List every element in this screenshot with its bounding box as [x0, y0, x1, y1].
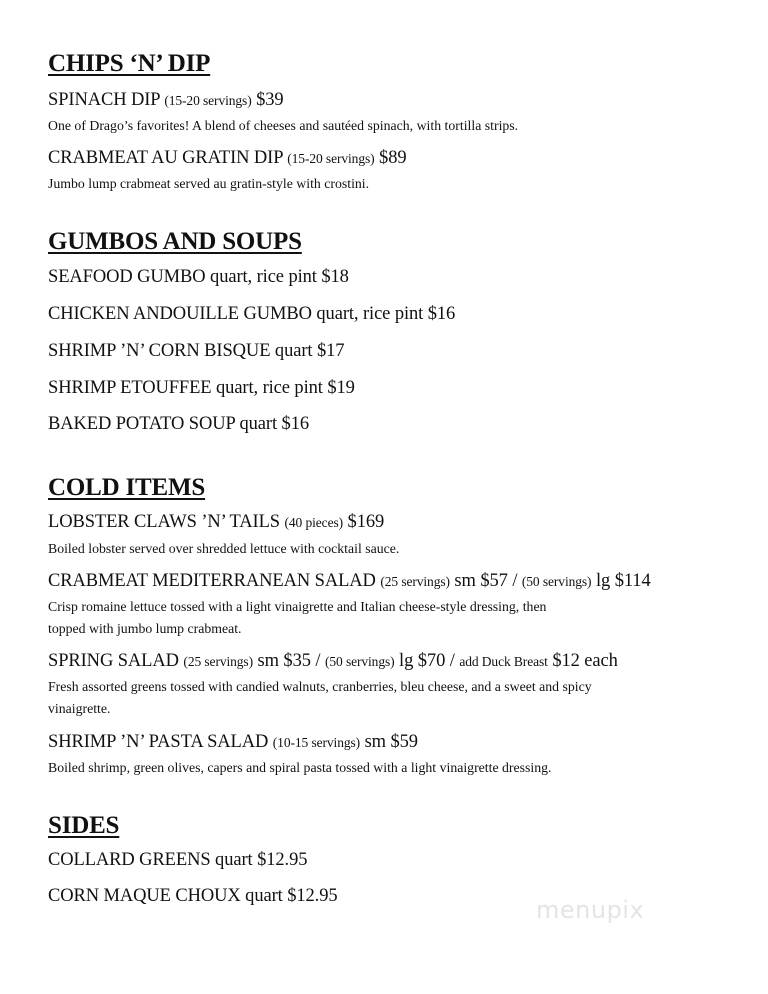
item-price: sm $59	[360, 732, 418, 752]
item-price: lg $114	[591, 571, 651, 591]
item-description: Fresh assorted greens tossed with candied walnuts, cranberries, bleu cheese, and a sweet and spicy	[48, 679, 592, 694]
item-price: lg $70 /	[394, 651, 460, 671]
item-price: sm $57 /	[449, 571, 522, 591]
item-description: Boiled shrimp, green olives, capers and spiral pasta tossed with a light vinaigrette dressing.	[48, 760, 552, 775]
section-heading-sides: SIDES	[48, 812, 120, 839]
item-name: SHRIMP ’N’ PASTA SALAD	[48, 732, 273, 752]
menu-item-corn-maque-choux: CORN MAQUE CHOUX quart $12.95	[48, 886, 338, 906]
item-name: CRABMEAT AU GRATIN DIP	[48, 148, 288, 168]
item-description: One of Drago’s favorites! A blend of cheeses and sautéed spinach, with tortilla strips.	[48, 118, 519, 133]
menu-item-collard-greens: COLLARD GREENS quart $12.95	[48, 850, 308, 870]
menu-item-spring-salad	[48, 651, 618, 672]
item-addon-price: $12 each	[547, 651, 618, 671]
item-servings: (25 servings)	[380, 574, 450, 589]
item-name: SPINACH DIP	[48, 90, 165, 110]
item-servings: (50 servings)	[521, 574, 592, 589]
menu-item-shrimp-corn-bisque: SHRIMP ’N’ CORN BISQUE quart $17	[48, 341, 345, 361]
menu-item-baked-potato-soup: BAKED POTATO SOUP quart $16	[48, 414, 309, 434]
menu-item-shrimp-pasta-salad	[48, 732, 418, 753]
menu-item-chicken-andouille-gumbo: CHICKEN ANDOUILLE GUMBO quart, rice pint $16	[48, 304, 456, 324]
menu-item-lobster-claws	[48, 512, 384, 533]
item-description: topped with jumbo lump crabmeat.	[48, 621, 242, 636]
menu-item-spinach-dip	[48, 90, 284, 111]
section-heading-gumbos: GUMBOS AND SOUPS	[48, 228, 302, 255]
item-servings: (25 servings)	[183, 654, 253, 669]
menu-item-seafood-gumbo: SEAFOOD GUMBO quart, rice pint $18	[48, 267, 349, 287]
item-description: Crisp romaine lettuce tossed with a light vinaigrette and Italian cheese-style dressing, then	[48, 599, 547, 614]
item-price: $169	[343, 512, 385, 532]
item-price: sm $35 /	[252, 651, 325, 671]
section-heading-chips: CHIPS ‘N’ DIP	[48, 50, 211, 77]
item-servings: (50 servings)	[324, 654, 395, 669]
item-price: $39	[251, 90, 284, 110]
menu-item-crabmeat-au-gratin	[48, 148, 407, 169]
menu-item-crabmeat-mediterranean-salad	[48, 571, 651, 592]
item-servings: (40 pieces)	[284, 515, 344, 530]
item-servings: (15-20 servings)	[164, 93, 252, 108]
item-price: $89	[374, 148, 407, 168]
item-addon: add Duck Breast	[459, 654, 548, 669]
section-heading-cold-items: COLD ITEMS	[48, 474, 206, 501]
item-servings: (10-15 servings)	[272, 735, 361, 750]
item-name: LOBSTER CLAWS ’N’ TAILS	[48, 512, 285, 532]
item-servings: (15-20 servings)	[287, 151, 375, 166]
item-description: Jumbo lump crabmeat served au gratin-style with crostini.	[48, 176, 370, 191]
item-description: Boiled lobster served over shredded lettuce with cocktail sauce.	[48, 541, 400, 556]
watermark-logo: menupix	[536, 896, 645, 924]
item-description: vinaigrette.	[48, 701, 111, 716]
menu-item-shrimp-etouffee: SHRIMP ETOUFFEE quart, rice pint $19	[48, 378, 355, 398]
item-name: CRABMEAT MEDITERRANEAN SALAD	[48, 571, 381, 591]
item-name: SPRING SALAD	[48, 651, 184, 671]
